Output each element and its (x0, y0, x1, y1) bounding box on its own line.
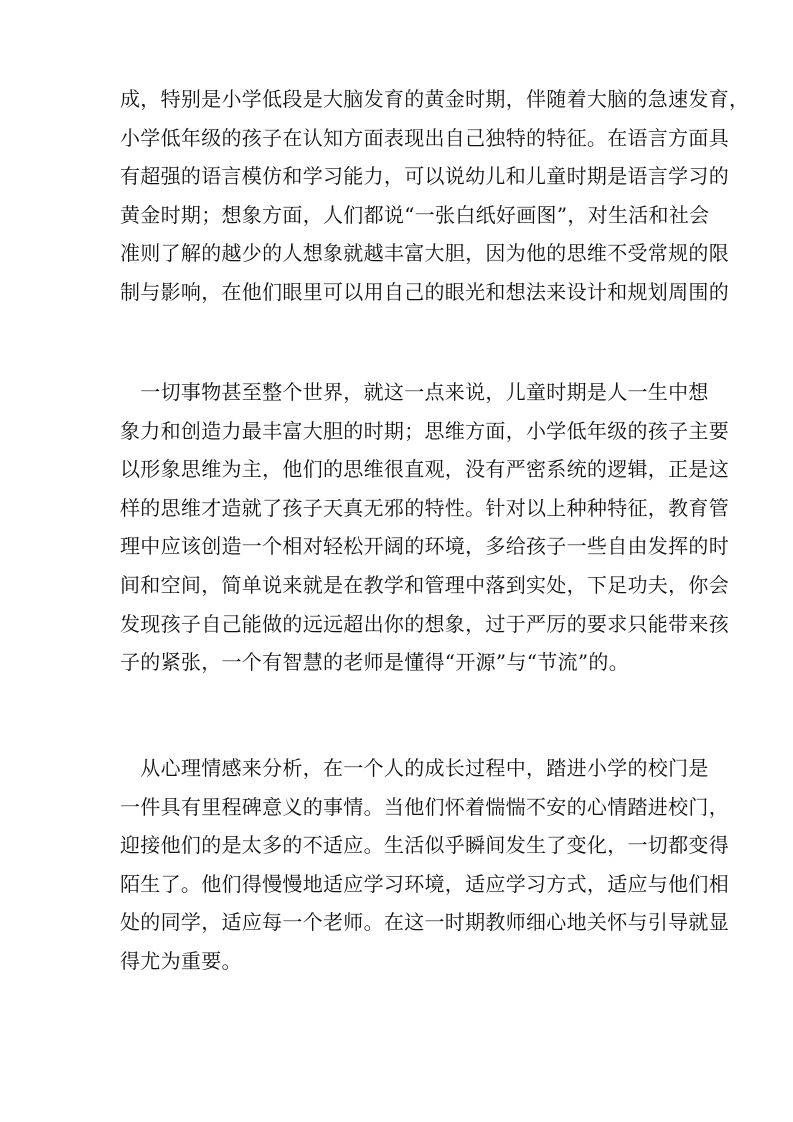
paragraph-line: 子的紧张，一个有智慧的老师是懂得“开源”与“节流”的。 (120, 650, 629, 675)
paragraph-line: 准则了解的越少的人想象就越丰富大胆，因为他的思维不受常规的限 (120, 241, 729, 266)
paragraph-line: 制与影响，在他们眼里可以用自己的眼光和想法来设计和规划周围的 (120, 279, 729, 304)
paragraph-line: 黄金时期；想象方面，人们都说“一张白纸好画图”，对生活和社会 (120, 202, 710, 227)
paragraph-line: 小学低年级的孩子在认知方面表现出自己独特的特征。在语言方面具 (120, 125, 729, 150)
paragraph-line: 间和空间，简单说来就是在教学和管理中落到实处，下足功夫，你会 (120, 572, 729, 597)
paragraph-3 (120, 749, 729, 981)
paragraph-line: 样的思维才造就了孩子天真无邪的特性。针对以上种种特征，教育管 (120, 495, 729, 520)
paragraph-1 (120, 80, 750, 312)
paragraph-line: 成，特别是小学低段是大脑发育的黄金时期，伴随着大脑的急速发育， (120, 87, 750, 111)
paragraph-line: 以形象思维为主，他们的思维很直观，没有严密系统的逻辑，正是这 (120, 457, 729, 482)
paragraph-2 (120, 373, 729, 682)
paragraph-line: 处的同学，适应每一个老师。在这一时期教师细心地关怀与引导就显 (120, 910, 729, 935)
paragraph-line: 从心理情感来分析，在一个人的成长过程中，踏进小学的校门是 (120, 756, 709, 780)
paragraph-line: 陌生了。他们得慢慢地适应学习环境，适应学习方式，适应与他们相 (120, 871, 729, 896)
paragraph-line: 一切事物甚至整个世界，就这一点来说，儿童时期是人一生中想 (120, 380, 709, 404)
paragraph-line: 象力和创造力最丰富大胆的时期；思维方面，小学低年级的孩子主要 (120, 418, 729, 443)
paragraph-line: 一件具有里程碑意义的事情。当他们怀着惴惴不安的心情踏进校门， (120, 794, 729, 819)
paragraph-line: 迎接他们的是太多的不适应。生活似乎瞬间发生了变化，一切都变得 (120, 833, 729, 858)
paragraph-line: 理中应该创造一个相对轻松开阔的环境，多给孩子一些自由发挥的时 (120, 534, 729, 559)
paragraph-line: 发现孩子自己能做的远远超出你的想象，过于严厉的要求只能带来孩 (120, 611, 729, 636)
paragraph-line: 得尤为重要。 (120, 948, 242, 973)
paragraph-line: 有超强的语言模仿和学习能力，可以说幼儿和儿童时期是语言学习的 (120, 164, 729, 189)
